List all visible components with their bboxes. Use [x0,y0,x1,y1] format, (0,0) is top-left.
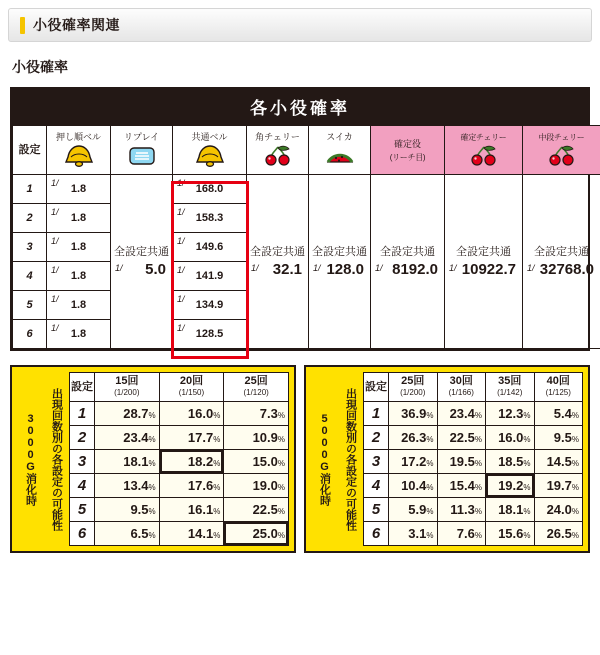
kakutei-yaku-merged-cell [371,175,445,349]
panel-value-cell [486,498,535,522]
suika-merged-cell [309,175,371,349]
panel-value: 14.1 [188,526,213,541]
panel-setting-cell: 1 [70,402,95,426]
panel-value-cell [486,426,535,450]
panel-value: 10.9 [253,430,278,445]
percent-unit: % [426,507,433,516]
panel-col-label: 30回 [450,375,473,387]
fraction-mark: 1/ [177,207,185,217]
panel-setting-cell: 4 [364,474,389,498]
panel-value: 18.5 [498,454,523,469]
kado-cherry-value [247,261,308,278]
percent-unit: % [149,531,156,540]
percent-unit: % [572,411,579,420]
panel-value-cell [534,474,583,498]
panel-value: 23.4 [450,406,475,421]
panel-col-header [389,373,438,402]
header-kakutei-yaku [371,126,445,175]
fraction-mark: 1/ [51,178,59,188]
panel-setting-cell: 4 [70,474,95,498]
percent-unit: % [475,459,482,468]
cherry-icon [247,144,308,170]
percent-unit: % [475,483,482,492]
panel-col-sub: (1/150) [160,387,224,398]
percent-unit: % [426,411,433,420]
replay-note: 全設定共通 [111,246,172,259]
fraction-mark: 1/ [177,178,185,188]
panel-value-cell [534,450,583,474]
panel-value: 19.7 [547,478,572,493]
replay-value [111,261,172,278]
panel-value-cell [437,522,486,546]
percent-unit: % [213,459,220,468]
panel-col-header [437,373,486,402]
panel-row [364,474,583,498]
panel-setting-cell: 1 [364,402,389,426]
page-root [0,8,600,655]
kyotsu-bell-number: 134.9 [196,299,224,311]
oshijun-bell-value [47,291,111,320]
percent-unit: % [523,531,530,540]
page-title: 小役確率関連 [33,15,120,35]
fraction-mark: 1/ [51,236,59,246]
oshijun-bell-number: 1.8 [71,299,86,311]
panel-col-header [534,373,583,402]
panel-col-sub: (1/200) [95,387,159,398]
header-kyotsu-bell [173,126,247,175]
percent-unit: % [149,435,156,444]
percent-unit: % [149,507,156,516]
fraction-mark: 1/ [527,263,535,273]
panel-value-cell [437,498,486,522]
percent-unit: % [213,531,220,540]
panel-value: 16.0 [188,406,213,421]
panel-value-cell [534,426,583,450]
page-header [8,8,592,42]
oshijun-bell-value [47,320,111,349]
bell-icon [47,144,110,170]
panel-col-header [224,373,289,402]
percent-unit: % [572,483,579,492]
panel-value-cell [95,426,160,450]
header-replay-label: リプレイ [111,130,172,143]
panel-value-cell [159,474,224,498]
oshijun-bell-value [47,262,111,291]
panel-col-sub: (1/200) [389,387,437,398]
panel-row [70,426,289,450]
header-kakutei-cherry-label: 確定チェリー [445,130,522,143]
panel-3000g [10,365,296,553]
panel-header-row [70,373,289,402]
chudan-cherry-merged-cell [523,175,600,349]
panel-value: 12.3 [498,406,523,421]
panel-value: 19.5 [450,454,475,469]
panel-value: 15.6 [498,526,523,541]
panel-value-cell [224,498,289,522]
panel-value-cell [486,402,535,426]
panel-value-cell [159,522,224,546]
percent-unit: % [572,459,579,468]
panel-value: 17.2 [401,454,426,469]
setting-number: 4 [13,262,47,291]
panel-value-cell [389,402,438,426]
panel-value-cell [389,426,438,450]
panel-value: 26.5 [547,526,572,541]
kyotsu-bell-number: 149.6 [196,241,224,253]
panel-value-cell [486,450,535,474]
oshijun-bell-number: 1.8 [71,270,86,282]
panel-5000g-table [363,372,583,546]
panel-col-label: 25回 [245,375,268,387]
panel-value-cell [95,498,160,522]
panel-col-header [95,373,160,402]
header-kakutei-yaku-label: 確定役 [371,137,444,150]
panel-value: 3.1 [408,526,426,541]
panel-value-cell [159,498,224,522]
replay-merged-cell [111,175,173,349]
kakutei-cherry-value [445,261,522,278]
fraction-mark: 1/ [177,265,185,275]
header-kakutei-cherry [445,126,523,175]
oshijun-bell-number: 1.8 [71,183,86,195]
panel-header-row [364,373,583,402]
oshijun-bell-value [47,175,111,204]
kakutei-yaku-note: 全設定共通 [371,246,444,259]
header-chudan-cherry [523,126,600,175]
panel-col-header [159,373,224,402]
panel-value-cell [437,426,486,450]
cherry-icon [445,144,522,170]
kado-cherry-merged-cell [247,175,309,349]
percent-unit: % [278,459,285,468]
kyotsu-bell-number: 128.5 [196,328,224,340]
percent-unit: % [572,531,579,540]
panel-setting-cell: 5 [364,498,389,522]
setting-number: 3 [13,233,47,262]
header-suika-label: スイカ [309,130,370,143]
panel-value: 11.3 [450,502,475,517]
panel-col-label: 40回 [547,375,570,387]
panel-value-cell [437,402,486,426]
kyotsu-bell-value [173,175,247,204]
panel-value: 17.6 [188,478,213,493]
kyotsu-bell-value [173,233,247,262]
panel-row [364,426,583,450]
fraction-mark: 1/ [51,265,59,275]
fraction-mark: 1/ [51,207,59,217]
panel-3000g-title: 3000G消化時 [17,372,43,546]
panel-setting-cell: 5 [70,498,95,522]
header-oshijun-bell-label: 押し順ベル [47,130,110,143]
percent-unit: % [278,531,285,540]
panel-setting-cell: 2 [70,426,95,450]
panel-value: 22.5 [253,502,278,517]
fraction-mark: 1/ [51,323,59,333]
panel-value: 19.0 [253,478,278,493]
fraction-mark: 1/ [51,294,59,304]
panel-value-cell [437,474,486,498]
panel-value-cell [159,402,224,426]
panel-value-cell [95,450,160,474]
fraction-mark: 1/ [449,263,457,273]
panel-col-sub: (1/125) [535,387,583,398]
cherry-icon [523,144,600,170]
percent-unit: % [278,483,285,492]
kakutei-cherry-merged-cell [445,175,523,349]
percent-unit: % [149,459,156,468]
percent-unit: % [426,531,433,540]
panel-value-cell [224,402,289,426]
kyotsu-bell-value [173,262,247,291]
setting-number: 2 [13,204,47,233]
panel-5000g-subtitle: 出現回数別の各設定の可能性 [337,372,363,546]
panel-value-cell [95,522,160,546]
panel-col-sub: (1/120) [224,387,288,398]
panel-5000g-title: 5000G消化時 [311,372,337,546]
panel-value-cell [95,474,160,498]
panel-value-cell [534,498,583,522]
panel-setting-header: 設定 [364,373,389,402]
panel-row [70,498,289,522]
percent-unit: % [149,411,156,420]
panel-value-cell-highlighted [224,522,289,546]
fraction-mark: 1/ [251,263,259,273]
percent-unit: % [523,459,530,468]
chudan-cherry-number: 32768.0 [540,261,594,278]
suika-number: 128.0 [326,261,364,278]
header-accent-bar [20,17,25,34]
panel-value: 18.2 [188,454,213,469]
percent-unit: % [523,411,530,420]
kyotsu-bell-number: 158.3 [196,212,224,224]
panel-value-cell [159,426,224,450]
panel-value: 15.4 [450,478,475,493]
panel-value: 17.7 [188,430,213,445]
panel-value-cell [389,474,438,498]
panel-value: 10.4 [401,478,426,493]
kakutei-yaku-value [371,261,444,278]
table-title: 各小役確率 [12,89,588,125]
panel-value: 5.9 [408,502,426,517]
panel-value-cell [224,474,289,498]
setting-number: 6 [13,320,47,349]
panel-value: 14.5 [547,454,572,469]
header-replay [111,126,173,175]
kyotsu-bell-value [173,291,247,320]
panel-value: 16.1 [188,502,213,517]
panel-row [364,402,583,426]
percent-unit: % [523,483,530,492]
panel-value-cell [389,498,438,522]
panel-col-label: 25回 [401,375,424,387]
panel-3000g-table [69,372,289,546]
header-suika [309,126,371,175]
percent-unit: % [572,507,579,516]
percent-unit: % [213,435,220,444]
panel-row [364,450,583,474]
panel-row [364,498,583,522]
panel-value: 22.5 [450,430,475,445]
panel-setting-cell: 6 [364,522,389,546]
panel-value: 5.4 [554,406,572,421]
setting-number: 5 [13,291,47,320]
panel-value-cell [534,402,583,426]
percent-unit: % [278,411,285,420]
percent-unit: % [572,435,579,444]
oshijun-bell-number: 1.8 [71,212,86,224]
percent-unit: % [426,459,433,468]
panel-value-cell-highlighted [486,474,535,498]
percent-unit: % [278,507,285,516]
panel-value: 24.0 [547,502,572,517]
kyotsu-bell-value [173,320,247,349]
watermelon-icon [309,144,370,170]
panel-value: 19.2 [498,478,523,493]
replay-number: 5.0 [145,261,166,278]
panel-value: 28.7 [123,406,148,421]
panel-value-cell [95,402,160,426]
panel-col-label: 35回 [498,375,521,387]
kyotsu-bell-number: 168.0 [196,183,224,195]
percent-unit: % [149,483,156,492]
panel-setting-cell: 2 [364,426,389,450]
percent-unit: % [475,531,482,540]
panel-value-cell [486,522,535,546]
panel-value: 18.1 [123,454,148,469]
panel-value-cell [389,522,438,546]
kakutei-yaku-number: 8192.0 [392,261,438,278]
panel-setting-header: 設定 [70,373,95,402]
panel-value: 7.3 [260,406,278,421]
fraction-mark: 1/ [115,263,123,273]
panel-row [70,522,289,546]
panel-col-label: 20回 [180,375,203,387]
percent-unit: % [475,435,482,444]
panel-value-cell [437,450,486,474]
panel-row [70,474,289,498]
panel-value: 6.5 [130,526,148,541]
chudan-cherry-note: 全設定共通 [523,246,600,259]
percent-unit: % [426,435,433,444]
kado-cherry-note: 全設定共通 [247,246,308,259]
header-kakutei-yaku-sublabel: (リーチ目) [371,150,444,163]
panel-value: 36.9 [401,406,426,421]
fraction-mark: 1/ [375,263,383,273]
kado-cherry-number: 32.1 [273,261,302,278]
oshijun-bell-value [47,204,111,233]
table-row [13,175,600,204]
panel-value-cell [224,426,289,450]
panel-setting-cell: 3 [70,450,95,474]
panel-col-sub: (1/142) [486,387,534,398]
bell-icon [173,144,246,170]
header-kado-cherry [247,126,309,175]
percent-unit: % [213,411,220,420]
percent-unit: % [213,507,220,516]
fraction-mark: 1/ [177,323,185,333]
percent-unit: % [426,483,433,492]
chudan-cherry-value [523,261,600,278]
kakutei-cherry-note: 全設定共通 [445,246,522,259]
small-role-probability-table [10,87,590,351]
panel-value: 25.0 [253,526,278,541]
panel-3000g-subtitle: 出現回数別の各設定の可能性 [43,372,69,546]
section-heading: 小役確率 [12,57,600,77]
header-kado-cherry-label: 角チェリー [247,130,308,143]
panel-5000g [304,365,590,553]
suika-value [309,261,370,278]
possibility-panels [10,365,590,553]
percent-unit: % [475,507,482,516]
oshijun-bell-value [47,233,111,262]
header-kyotsu-bell-label: 共通ベル [173,130,246,143]
panel-value: 15.0 [253,454,278,469]
oshijun-bell-number: 1.8 [71,328,86,340]
header-oshijun-bell [47,126,111,175]
replay-icon [111,144,172,170]
header-chudan-cherry-label: 中段チェリー [523,130,600,143]
panel-value: 26.3 [401,430,426,445]
percent-unit: % [475,411,482,420]
panel-value: 9.5 [130,502,148,517]
header-setting [13,126,47,175]
table-header-row [13,126,600,175]
kakutei-cherry-number: 10922.7 [462,261,516,278]
kyotsu-bell-number: 141.9 [196,270,224,282]
panel-value: 7.6 [457,526,475,541]
panel-value-cell [389,450,438,474]
panel-value: 13.4 [123,478,148,493]
header-setting-label: 設定 [19,144,41,156]
panel-value: 9.5 [554,430,572,445]
panel-value: 16.0 [498,430,523,445]
probability-table [12,125,600,349]
setting-number: 1 [13,175,47,204]
panel-setting-cell: 6 [70,522,95,546]
panel-col-header [486,373,535,402]
fraction-mark: 1/ [177,236,185,246]
percent-unit: % [523,507,530,516]
kyotsu-bell-value [173,204,247,233]
percent-unit: % [278,435,285,444]
suika-note: 全設定共通 [309,246,370,259]
panel-row [364,522,583,546]
panel-value-cell-highlighted [159,450,224,474]
fraction-mark: 1/ [177,294,185,304]
panel-setting-cell: 3 [364,450,389,474]
panel-row [70,450,289,474]
percent-unit: % [213,483,220,492]
panel-value-cell [224,450,289,474]
oshijun-bell-number: 1.8 [71,241,86,253]
panel-col-sub: (1/166) [438,387,486,398]
panel-row [70,402,289,426]
panel-value-cell [534,522,583,546]
panel-col-label: 15回 [115,375,138,387]
fraction-mark: 1/ [313,263,321,273]
panel-value: 18.1 [498,502,523,517]
percent-unit: % [523,435,530,444]
panel-value: 23.4 [123,430,148,445]
